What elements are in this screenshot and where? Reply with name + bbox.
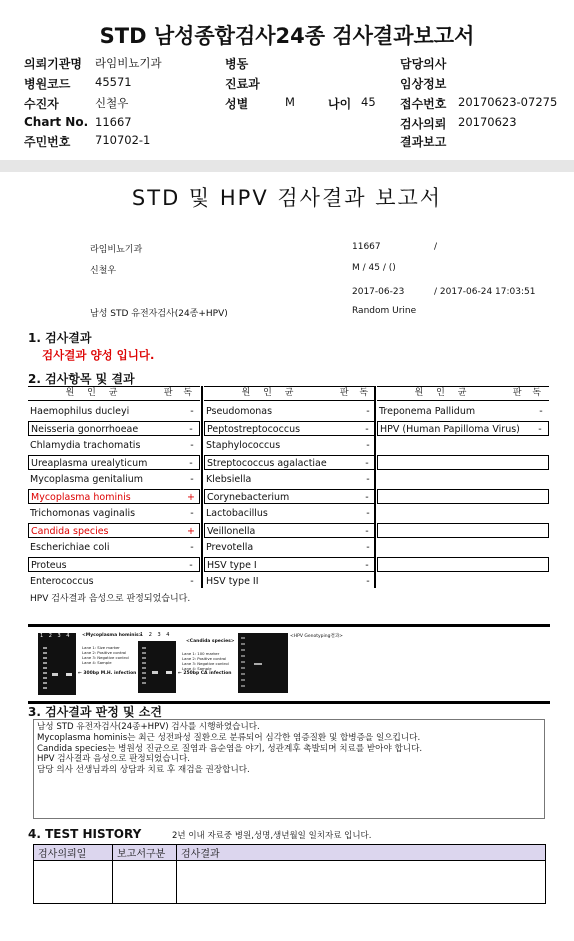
organism-name bbox=[378, 558, 532, 571]
result-row bbox=[377, 557, 549, 572]
report-title: STD 및 HPV 검사결과 보고서 bbox=[131, 186, 443, 210]
gel3-marker-lane bbox=[241, 637, 245, 689]
organism-result: - bbox=[366, 576, 370, 587]
organism-result bbox=[533, 506, 549, 521]
organism-result bbox=[533, 574, 549, 589]
history-cell bbox=[113, 861, 177, 904]
organism-result bbox=[532, 456, 548, 469]
column-header-organism: 원 인 균 bbox=[65, 388, 123, 398]
organism-result: - bbox=[189, 424, 193, 435]
hospital-code-value: 45571 bbox=[95, 75, 132, 89]
result-row bbox=[377, 523, 549, 538]
organism-result: - bbox=[365, 526, 369, 537]
organism-name: HSV type II bbox=[206, 576, 259, 587]
ward-label: 병동 bbox=[225, 57, 249, 71]
column-header-result: 판 독 bbox=[512, 388, 546, 398]
column-header-organism: 원 인 균 bbox=[414, 388, 472, 398]
organism-name: Trichomonas vaginalis bbox=[30, 508, 136, 519]
result-row bbox=[28, 489, 200, 504]
gel1-band-label: ← 300bp M.H. infection bbox=[78, 671, 137, 676]
organism-result: - bbox=[365, 560, 369, 571]
result-row bbox=[377, 540, 549, 555]
result-row bbox=[204, 506, 376, 521]
organism-name: Ureaplasma urealyticum bbox=[31, 458, 148, 469]
result-row bbox=[28, 421, 200, 436]
organism-name bbox=[378, 524, 532, 537]
organism-result: - bbox=[366, 474, 370, 485]
gel2-marker-lane bbox=[142, 647, 146, 687]
organism-name: Corynebacterium bbox=[207, 492, 290, 503]
organism-result bbox=[533, 438, 549, 453]
gel-image-candida bbox=[138, 632, 176, 693]
chart-label: Chart No. bbox=[24, 115, 89, 129]
divider-band bbox=[0, 160, 574, 172]
history-cell bbox=[34, 861, 113, 904]
organism-result bbox=[533, 472, 549, 487]
gel1-legend bbox=[82, 645, 129, 665]
organism-name: Veillonella bbox=[207, 526, 256, 537]
organism-result: + bbox=[187, 492, 195, 503]
result-row bbox=[28, 404, 200, 419]
gel2-band-positive bbox=[152, 671, 158, 674]
patient-value: 신철우 bbox=[95, 96, 129, 110]
result-row bbox=[204, 404, 376, 419]
gel2-legend-line: Lane 2: Positive control bbox=[182, 656, 227, 661]
age-value: 45 bbox=[361, 95, 376, 109]
institution-label: 의뢰기관명 bbox=[24, 57, 82, 71]
result-row bbox=[28, 523, 200, 538]
column-divider bbox=[374, 386, 376, 588]
gel1-legend-line: Lane 4: Sample bbox=[82, 660, 112, 665]
request-label: 검사의뢰 bbox=[400, 117, 447, 131]
history-cell bbox=[177, 861, 546, 904]
clinical-label: 임상정보 bbox=[400, 77, 447, 91]
organism-result: - bbox=[190, 406, 194, 417]
organism-name: Haemophilus ducleyi bbox=[30, 406, 130, 417]
gel1-marker-lane bbox=[43, 647, 47, 691]
reception-label: 접수번호 bbox=[400, 97, 447, 111]
history-col-report-type: 보고서구분 bbox=[113, 845, 177, 861]
result-row bbox=[377, 472, 549, 487]
report-chart-no: 11667 bbox=[352, 242, 381, 252]
results-column-header bbox=[28, 386, 200, 401]
gel1-legend-line: Lane 2: Positive control bbox=[82, 650, 127, 655]
result-row bbox=[377, 438, 549, 453]
result-row bbox=[204, 574, 376, 589]
organism-result: - bbox=[365, 424, 369, 435]
result-row bbox=[377, 421, 549, 436]
organism-name: Lactobacillus bbox=[206, 508, 268, 519]
result-row bbox=[28, 506, 200, 521]
organism-name: Neisseria gonorrhoeae bbox=[31, 424, 139, 435]
report-date-reported: / 2017-06-24 17:03:51 bbox=[434, 287, 536, 297]
sex-label: 성별 bbox=[225, 97, 249, 111]
organism-name: Prevotella bbox=[206, 542, 254, 553]
section1-heading: 1. 검사결과 bbox=[28, 331, 92, 345]
result-row bbox=[28, 455, 200, 470]
gel-images-strip bbox=[28, 624, 550, 704]
organism-name bbox=[377, 506, 533, 521]
report-institution: 라임비뇨기과 bbox=[90, 245, 143, 255]
gel1-lane-numbers: 1 2 3 4 bbox=[40, 633, 72, 639]
history-empty-row bbox=[34, 861, 546, 904]
organism-result: - bbox=[189, 458, 193, 469]
organism-name: Chlamydia trachomatis bbox=[30, 440, 141, 451]
organism-result: - bbox=[366, 440, 370, 451]
department-label: 진료과 bbox=[225, 77, 260, 91]
organism-result: - bbox=[189, 560, 193, 571]
gel2-band-label: ← 250bp CA infection bbox=[178, 671, 232, 676]
report-slash: / bbox=[434, 242, 438, 252]
result-row bbox=[204, 421, 376, 436]
resident-value: 710702-1 bbox=[95, 133, 151, 147]
patient-label: 수진자 bbox=[24, 97, 59, 111]
results-column-header bbox=[204, 386, 376, 401]
report-header-title: STD 남성종합검사24종 검사결과보고서 bbox=[99, 24, 475, 48]
organism-name bbox=[377, 472, 533, 487]
result-row bbox=[28, 557, 200, 572]
gel-image-hpv bbox=[238, 633, 288, 693]
hpv-note: HPV 검사결과 음성으로 판정되었습니다. bbox=[30, 594, 191, 604]
chart-value: 11667 bbox=[95, 115, 132, 129]
sex-value: M bbox=[285, 95, 295, 109]
organism-name: HPV (Human Papilloma Virus) bbox=[380, 424, 520, 435]
finding-line: HPV 검사결과 음성으로 판정되었습니다. bbox=[37, 754, 190, 765]
organism-result bbox=[532, 558, 548, 571]
organism-name: Staphylococcus bbox=[206, 440, 281, 451]
organism-name: HSV type I bbox=[207, 560, 257, 571]
organism-result: - bbox=[190, 440, 194, 451]
organism-result: + bbox=[187, 526, 195, 537]
history-col-result: 검사결과 bbox=[177, 845, 546, 861]
report-patient: 신철우 bbox=[90, 266, 117, 276]
organism-result: - bbox=[366, 406, 370, 417]
findings-box bbox=[33, 719, 545, 819]
organism-name bbox=[377, 438, 533, 453]
gel2-legend bbox=[182, 651, 229, 671]
gel1-band-sample bbox=[66, 673, 72, 676]
column-divider bbox=[201, 386, 203, 588]
organism-result: - bbox=[538, 424, 542, 435]
section2-heading: 2. 검사항목 및 결과 bbox=[28, 372, 135, 386]
organism-result: - bbox=[365, 492, 369, 503]
report-date-received: 2017-06-23 bbox=[352, 287, 405, 297]
results-column-header bbox=[377, 386, 549, 401]
report-sex-age: M / 45 / () bbox=[352, 263, 396, 273]
organism-name: Mycoplasma hominis bbox=[31, 492, 131, 503]
result-row bbox=[28, 574, 200, 589]
result-row bbox=[28, 438, 200, 453]
section4-heading: 4. TEST HISTORY bbox=[28, 827, 142, 841]
results-column bbox=[204, 386, 376, 591]
result-row bbox=[377, 506, 549, 521]
organism-result: - bbox=[190, 474, 194, 485]
doctor-label: 담당의사 bbox=[400, 57, 447, 71]
gel2-legend-line: Lane 3: Negative control bbox=[182, 661, 229, 666]
organism-name bbox=[378, 490, 532, 503]
organism-result: - bbox=[366, 508, 370, 519]
result-row bbox=[377, 574, 549, 589]
gel1-title: <Mycoplasma hominis> bbox=[82, 633, 143, 638]
age-label: 나이 bbox=[328, 97, 352, 111]
hospital-code-label: 병원코드 bbox=[24, 77, 71, 91]
organism-name bbox=[377, 540, 533, 555]
organism-name: Treponema Pallidum bbox=[379, 406, 476, 417]
organism-name: Peptostreptococcus bbox=[207, 424, 301, 435]
result-row bbox=[28, 472, 200, 487]
results-grid bbox=[28, 386, 550, 588]
gel3-band bbox=[254, 663, 262, 665]
organism-name: Pseudomonas bbox=[206, 406, 273, 417]
organism-result: - bbox=[366, 542, 370, 553]
organism-name: Mycoplasma genitalium bbox=[30, 474, 144, 485]
gel1-legend-line: Lane 3: Negative control bbox=[82, 655, 129, 660]
gel-image-mycoplasma bbox=[38, 633, 76, 695]
organism-name: Enterococcus bbox=[30, 576, 94, 587]
history-table bbox=[33, 844, 546, 904]
request-value: 20170623 bbox=[458, 115, 517, 129]
organism-name: Klebsiella bbox=[206, 474, 252, 485]
result-row bbox=[204, 438, 376, 453]
finding-line: 남성 STD 유전자검사(24종+HPV) 검사를 시행하였습니다. bbox=[37, 722, 260, 732]
organism-result: - bbox=[190, 576, 194, 587]
finding-line: Mycoplasma hominis는 최근 성전파성 질환으로 분류되어 심각한 염증질환 및 합병증을 일으킵니다. bbox=[37, 732, 421, 743]
history-note: 2년 이내 자료중 병원,성명,생년월일 일치자료 입니다. bbox=[172, 831, 372, 841]
organism-result: - bbox=[190, 508, 194, 519]
organism-name: Streptococcus agalactiae bbox=[207, 458, 327, 469]
result-row bbox=[377, 489, 549, 504]
report-test-name: 남성 STD 유전자검사(24종+HPV) bbox=[90, 309, 228, 319]
gel2-legend-line: Lane 4: Sample bbox=[182, 666, 212, 671]
gel2-band-sample bbox=[166, 671, 172, 674]
gel2-title: <Candida species> bbox=[186, 639, 235, 644]
report-specimen: Random Urine bbox=[352, 306, 417, 316]
organism-name: Escherichiae coli bbox=[30, 542, 110, 553]
organism-name bbox=[377, 574, 533, 589]
column-header-result: 판 독 bbox=[339, 388, 373, 398]
organism-name: Candida species bbox=[31, 526, 109, 537]
finding-line: Candida species는 병원성 진균으로 질염과 음순염을 야기, 성관계후 촉발되며 치료를 받아야 합니다. bbox=[37, 743, 423, 754]
result-summary: 검사결과 양성 입니다. bbox=[42, 348, 155, 362]
result-row bbox=[28, 540, 200, 555]
resident-label: 주민번호 bbox=[24, 135, 71, 149]
gel2-legend-line: Lane 1: 100 marker bbox=[182, 651, 220, 656]
results-column bbox=[377, 386, 549, 591]
results-column bbox=[28, 386, 200, 591]
result-row bbox=[204, 540, 376, 555]
column-header-result: 판 독 bbox=[163, 388, 197, 398]
organism-name: Proteus bbox=[31, 560, 67, 571]
result-row bbox=[377, 455, 549, 470]
organism-result bbox=[533, 540, 549, 555]
organism-result: - bbox=[365, 458, 369, 469]
gel2-lane-numbers: 1 2 3 4 bbox=[140, 632, 172, 638]
history-col-request-date: 검사의뢰일 bbox=[34, 845, 113, 861]
organism-result: - bbox=[539, 406, 543, 417]
organism-result bbox=[532, 490, 548, 503]
result-label: 결과보고 bbox=[400, 135, 447, 149]
organism-result: - bbox=[190, 542, 194, 553]
result-row bbox=[204, 557, 376, 572]
result-row bbox=[204, 489, 376, 504]
gel3-title: <HPV Genotyping결과> bbox=[290, 634, 343, 639]
result-row bbox=[204, 523, 376, 538]
institution-value: 라임비뇨기과 bbox=[95, 56, 162, 70]
organism-name bbox=[378, 456, 532, 469]
result-row bbox=[377, 404, 549, 419]
finding-line: 담당 의사 선생님과의 상담과 치료 후 재검을 권장합니다. bbox=[37, 765, 250, 776]
organism-result bbox=[532, 524, 548, 537]
gel1-band-positive bbox=[52, 673, 58, 676]
section3-heading: 3. 검사결과 판정 및 소견 bbox=[28, 705, 162, 719]
result-row bbox=[204, 455, 376, 470]
gel1-legend-line: Lane 1: Size marker bbox=[82, 645, 120, 650]
reception-value: 20170623-07275 bbox=[458, 95, 558, 109]
result-row bbox=[204, 472, 376, 487]
column-header-organism: 원 인 균 bbox=[241, 388, 299, 398]
